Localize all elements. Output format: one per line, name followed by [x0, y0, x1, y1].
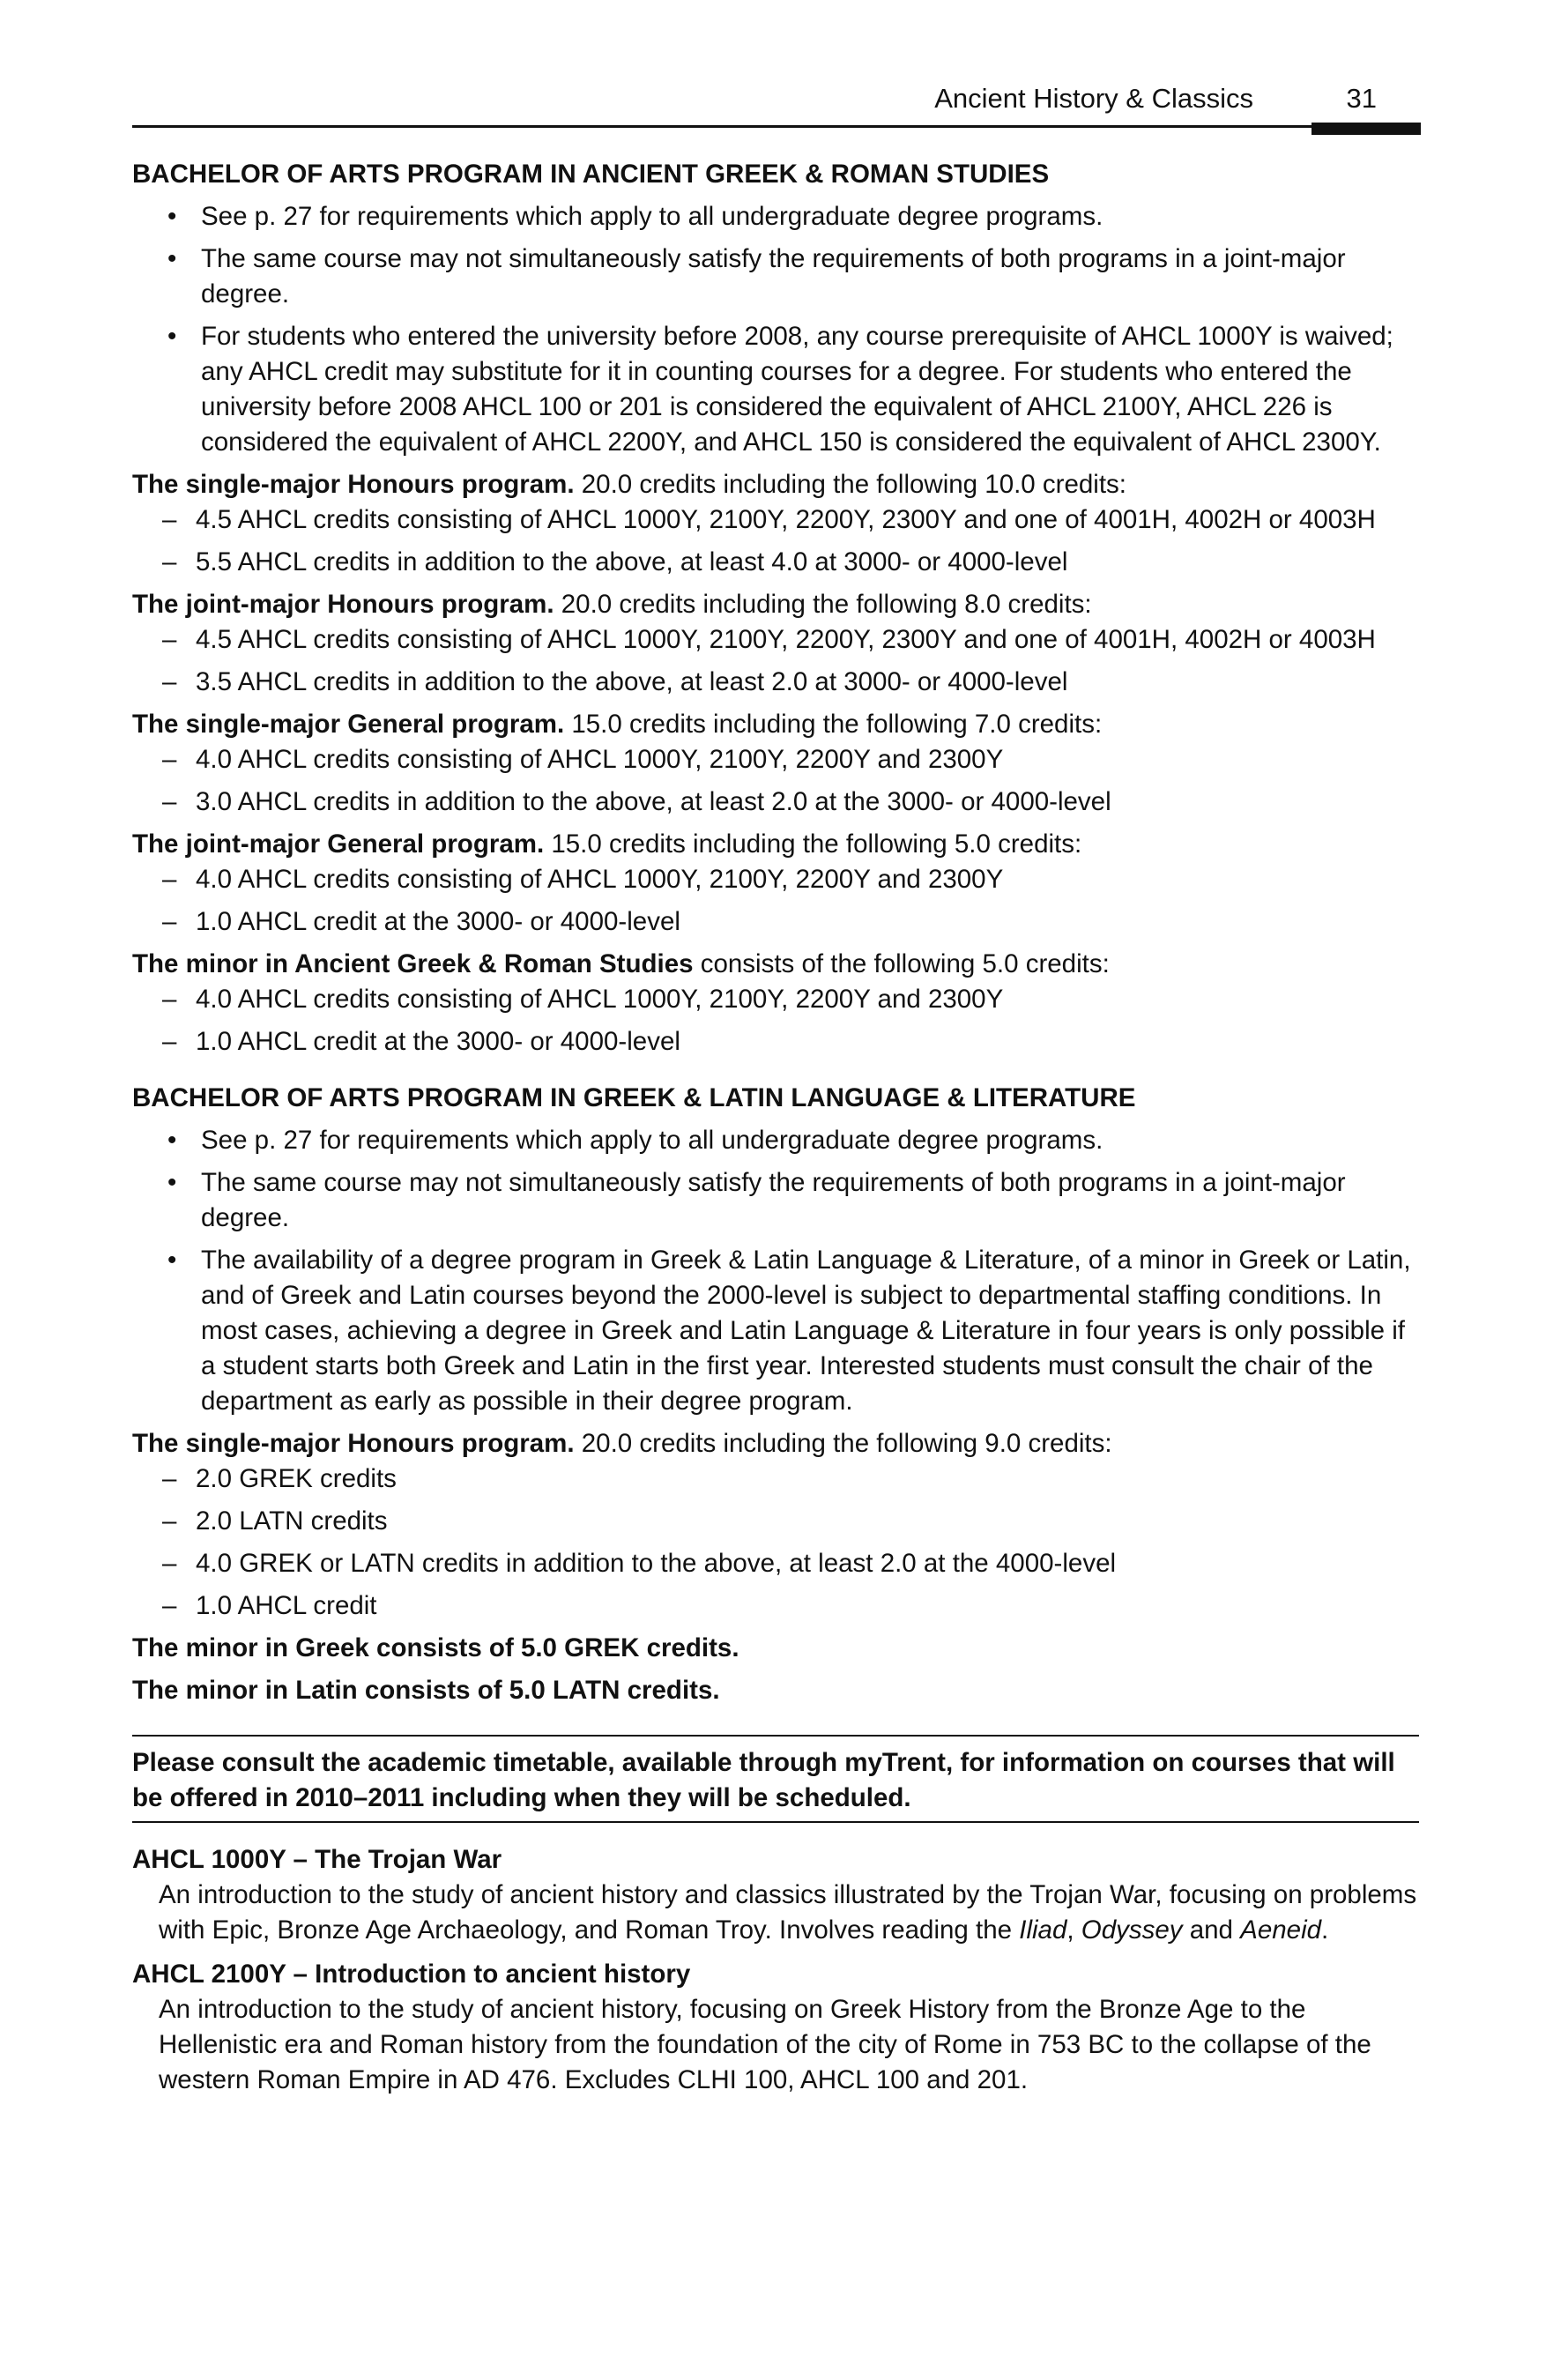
section-heading-greek-latin: BACHELOR OF ARTS PROGRAM IN GREEK & LATIN LANGUAGE & LITERATURE [132, 1083, 1136, 1112]
title-aeneid: Aeneid [1240, 1915, 1322, 1945]
bullet-item: • See p. 27 for requirements which apply to all undergraduate degree programs. [132, 1123, 1419, 1158]
requirement-item: – 3.0 AHCL credits in addition to the above, at least 2.0 at the 3000- or 4000-level [132, 785, 1419, 820]
page-tab-marker [1312, 123, 1421, 135]
requirement-item: – 3.5 AHCL credits in addition to the above, at least 2.0 at 3000- or 4000-level [132, 665, 1419, 700]
description-text: . [1321, 1915, 1329, 1945]
requirement-item: – 1.0 AHCL credit at the 3000- or 4000-level [132, 904, 1419, 940]
program-text: 20.0 credits including the following 10.0 credits: [574, 470, 1126, 499]
program-lead: The single-major General program. [132, 710, 565, 739]
bullet-item: • For students who entered the university before 2008, any course prerequisite of AHCL 1000Y is waived; any AHCL credit may substitute for it in counting courses for a degree. For students who entered the university before 2008 AHCL 100 or 201 is considered the equivalent of AHCL 2100Y, AHCL 226 is considered the equivalent of AHCL 2200Y, and AHCL 150 is considered the equivalent of AHCL 2300Y. [132, 319, 1419, 460]
requirement-item: – 4.0 AHCL credits consisting of AHCL 1000Y, 2100Y, 2200Y and 2300Y [132, 982, 1419, 1017]
bullet-item: • The same course may not simultaneously satisfy the requirements of both programs in a joint-major degree. [132, 242, 1419, 312]
page-number: 31 [1346, 83, 1377, 114]
program-minor-ancient-greek-roman [132, 947, 1419, 1060]
program-text: 15.0 credits including the following 7.0 credits: [564, 710, 1103, 739]
requirement-item: – 5.5 AHCL credits in addition to the above, at least 4.0 at 3000- or 4000-level [132, 545, 1419, 580]
requirement-list [132, 862, 1419, 940]
program-single-major-general [132, 707, 1419, 820]
program-text: consists of the following 5.0 credits: [693, 949, 1110, 978]
description-text: An introduction to the study of ancient history and classics illustrated by the Trojan War, focusing on problems with Epic, Bronze Age Archaeology, and Roman Troy. Involves reading the [159, 1880, 1417, 1945]
bullet-item: • The availability of a degree program in Greek & Latin Language & Literature, of a minor in Greek or Latin, and of Greek and Latin courses beyond the 2000-level is subject to departmental staffing conditions. In most cases, achieving a degree in Greek and Latin Language & Literature in four years is only possible if a student starts both Greek and Latin in the first year. Interested students must consult the chair of the department as early as possible in their degree program. [132, 1243, 1419, 1419]
requirement-item: – 4.0 GREK or LATN credits in addition to the above, at least 2.0 at the 4000-level [132, 1546, 1419, 1581]
requirement-item: – 2.0 GREK credits [132, 1461, 1419, 1497]
bullet-item: • See p. 27 for requirements which apply to all undergraduate degree programs. [132, 199, 1419, 234]
program-joint-major-general [132, 827, 1419, 940]
minor-greek: The minor in Greek consists of 5.0 GREK credits. [132, 1633, 739, 1662]
course-title: AHCL 1000Y – The Trojan War [132, 1845, 502, 1874]
page-content [132, 157, 1419, 2107]
program-greek-latin-honours [132, 1426, 1419, 1624]
program-single-major-honours [132, 467, 1419, 580]
program-lead: The joint-major General program. [132, 829, 545, 859]
bullet-list [132, 199, 1419, 460]
title-odyssey: Odyssey [1081, 1915, 1183, 1945]
requirement-item: – 1.0 AHCL credit at the 3000- or 4000-level [132, 1024, 1419, 1060]
timetable-notice: Please consult the academic timetable, available through myTrent, for information on courses that will be offered in 2010–2011 including when they will be scheduled. [132, 1735, 1419, 1823]
course-description: An introduction to the study of ancient history, focusing on Greek History from the Bronze Age to the Hellenistic era and Roman history from the foundation of the city of Rome in 753 BC to the collapse of the western Roman Empire in AD 476. Excludes CLHI 100, AHCL 100 and 201. [159, 1995, 1371, 2094]
course-title: AHCL 2100Y – Introduction to ancient history [132, 1960, 691, 1989]
description-text: , [1066, 1915, 1081, 1945]
requirement-list [132, 622, 1419, 700]
description-text: and [1182, 1915, 1241, 1945]
program-text: 15.0 credits including the following 5.0 credits: [544, 829, 1082, 859]
bullet-item: • The same course may not simultaneously satisfy the requirements of both programs in a joint-major degree. [132, 1165, 1419, 1236]
page-header [132, 78, 1421, 128]
requirement-item: – 2.0 LATN credits [132, 1504, 1419, 1539]
requirement-list [132, 502, 1419, 580]
program-text: 20.0 credits including the following 8.0 credits: [554, 590, 1092, 619]
section-heading-ancient-greek-roman: BACHELOR OF ARTS PROGRAM IN ANCIENT GREEK & ROMAN STUDIES [132, 160, 1050, 189]
program-lead: The minor in Ancient Greek & Roman Studies [132, 949, 694, 978]
program-joint-major-honours [132, 587, 1419, 700]
requirement-list [132, 742, 1419, 820]
bullet-list [132, 1123, 1419, 1419]
course-ahcl-2100y [132, 1957, 1419, 2098]
title-iliad: Iliad [1019, 1915, 1067, 1945]
requirement-item: – 4.5 AHCL credits consisting of AHCL 1000Y, 2100Y, 2200Y, 2300Y and one of 4001H, 4002H or 4003H [132, 502, 1419, 538]
program-text: 20.0 credits including the following 9.0 credits: [574, 1429, 1112, 1458]
program-lead: The joint-major Honours program. [132, 590, 554, 619]
requirement-item: – 1.0 AHCL credit [132, 1588, 1419, 1624]
minor-latin: The minor in Latin consists of 5.0 LATN credits. [132, 1676, 720, 1705]
requirement-list [132, 982, 1419, 1060]
program-lead: The single-major Honours program. [132, 1429, 575, 1458]
requirement-item: – 4.0 AHCL credits consisting of AHCL 1000Y, 2100Y, 2200Y and 2300Y [132, 862, 1419, 897]
course-ahcl-1000y [132, 1842, 1419, 1948]
course-description [159, 1878, 1419, 1948]
program-lead: The single-major Honours program. [132, 470, 575, 499]
requirement-item: – 4.0 AHCL credits consisting of AHCL 1000Y, 2100Y, 2200Y and 2300Y [132, 742, 1419, 777]
requirement-item: – 4.5 AHCL credits consisting of AHCL 1000Y, 2100Y, 2200Y, 2300Y and one of 4001H, 4002H or 4003H [132, 622, 1419, 658]
requirement-list [132, 1461, 1419, 1624]
running-title: Ancient History & Classics [934, 83, 1253, 114]
